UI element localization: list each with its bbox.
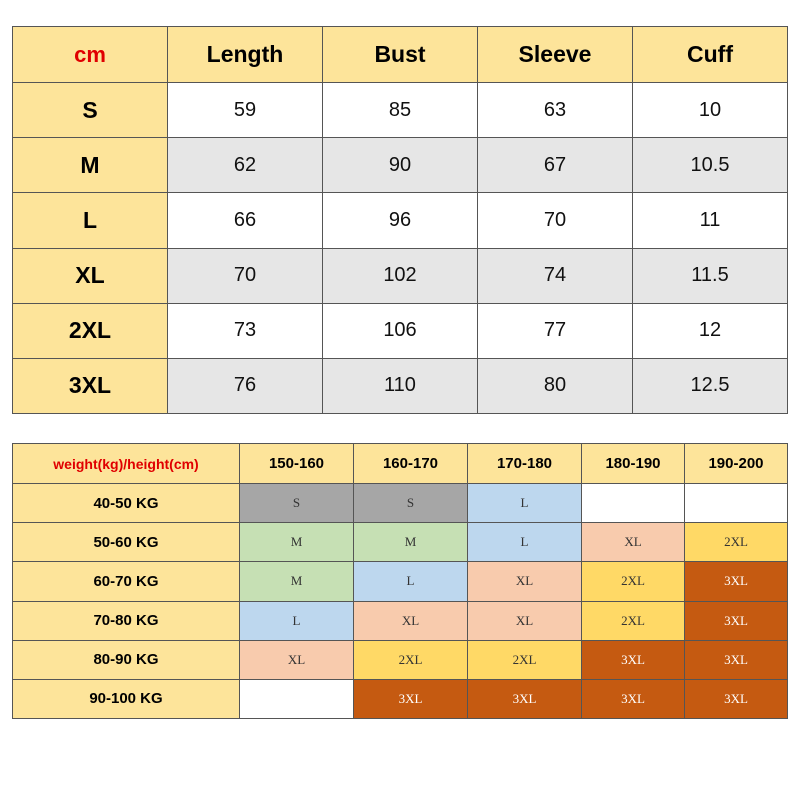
sleeve-value: 80 [478, 358, 633, 413]
weight-row-90-100 [13, 679, 788, 718]
size-chart-header-row [13, 27, 788, 83]
weight-row-70-80 [13, 601, 788, 640]
bust-value: 96 [323, 193, 478, 248]
recommended-size-cell [685, 484, 788, 523]
length-value: 73 [168, 303, 323, 358]
cuff-value: 10.5 [633, 138, 788, 193]
column-header-bust: Bust [323, 27, 478, 83]
size-row-m [13, 138, 788, 193]
size-label: M [13, 138, 168, 193]
weight-label: 80-90 KG [13, 640, 240, 679]
recommended-size-cell: M [240, 562, 354, 601]
recommended-size-cell: 3XL [582, 640, 685, 679]
weight-row-50-60 [13, 523, 788, 562]
recommended-size-cell: XL [468, 601, 582, 640]
length-value: 59 [168, 83, 323, 138]
recommended-size-cell: 2XL [685, 523, 788, 562]
column-header-cuff: Cuff [633, 27, 788, 83]
cuff-value: 11.5 [633, 248, 788, 303]
recommended-size-cell: S [240, 484, 354, 523]
cuff-value: 10 [633, 83, 788, 138]
recommended-size-cell: L [468, 523, 582, 562]
recommended-size-cell: 3XL [685, 601, 788, 640]
length-value: 76 [168, 358, 323, 413]
unit-label: cm [13, 27, 168, 83]
recommended-size-cell: 3XL [354, 679, 468, 718]
length-value: 66 [168, 193, 323, 248]
height-header-180-190: 180-190 [582, 444, 685, 484]
recommended-size-cell: S [354, 484, 468, 523]
cuff-value: 11 [633, 193, 788, 248]
size-row-s [13, 83, 788, 138]
column-header-sleeve: Sleeve [478, 27, 633, 83]
sleeve-value: 63 [478, 83, 633, 138]
recommended-size-cell [582, 484, 685, 523]
length-value: 70 [168, 248, 323, 303]
fit-chart-table [12, 443, 788, 719]
recommended-size-cell: 3XL [685, 640, 788, 679]
recommended-size-cell: 3XL [685, 679, 788, 718]
size-label: S [13, 83, 168, 138]
size-row-3xl [13, 358, 788, 413]
weight-label: 60-70 KG [13, 562, 240, 601]
size-label: 2XL [13, 303, 168, 358]
size-row-2xl [13, 303, 788, 358]
weight-label: 90-100 KG [13, 679, 240, 718]
recommended-size-cell: L [468, 484, 582, 523]
recommended-size-cell: 3XL [468, 679, 582, 718]
bust-value: 110 [323, 358, 478, 413]
length-value: 62 [168, 138, 323, 193]
size-label: 3XL [13, 358, 168, 413]
height-header-150-160: 150-160 [240, 444, 354, 484]
sleeve-value: 77 [478, 303, 633, 358]
height-header-160-170: 160-170 [354, 444, 468, 484]
recommended-size-cell: 3XL [582, 679, 685, 718]
bust-value: 102 [323, 248, 478, 303]
cuff-value: 12.5 [633, 358, 788, 413]
recommended-size-cell: 2XL [582, 562, 685, 601]
size-label: XL [13, 248, 168, 303]
recommended-size-cell: M [354, 523, 468, 562]
recommended-size-cell: L [354, 562, 468, 601]
weight-label: 70-80 KG [13, 601, 240, 640]
sleeve-value: 67 [478, 138, 633, 193]
recommended-size-cell: 2XL [354, 640, 468, 679]
size-label: L [13, 193, 168, 248]
fit-chart-header-row [13, 444, 788, 484]
recommended-size-cell: XL [582, 523, 685, 562]
recommended-size-cell: 2XL [468, 640, 582, 679]
recommended-size-cell: XL [468, 562, 582, 601]
height-header-170-180: 170-180 [468, 444, 582, 484]
recommended-size-cell: XL [354, 601, 468, 640]
bust-value: 85 [323, 83, 478, 138]
recommended-size-cell: 3XL [685, 562, 788, 601]
column-header-length: Length [168, 27, 323, 83]
sleeve-value: 70 [478, 193, 633, 248]
recommended-size-cell [240, 679, 354, 718]
cuff-value: 12 [633, 303, 788, 358]
weight-row-80-90 [13, 640, 788, 679]
weight-height-label: weight(kg)/height(cm) [13, 444, 240, 484]
size-row-xl [13, 248, 788, 303]
size-row-l [13, 193, 788, 248]
recommended-size-cell: XL [240, 640, 354, 679]
weight-label: 50-60 KG [13, 523, 240, 562]
height-header-190-200: 190-200 [685, 444, 788, 484]
recommended-size-cell: M [240, 523, 354, 562]
size-chart-table [12, 26, 788, 414]
bust-value: 106 [323, 303, 478, 358]
weight-row-60-70 [13, 562, 788, 601]
weight-label: 40-50 KG [13, 484, 240, 523]
weight-row-40-50 [13, 484, 788, 523]
bust-value: 90 [323, 138, 478, 193]
sleeve-value: 74 [478, 248, 633, 303]
recommended-size-cell: L [240, 601, 354, 640]
recommended-size-cell: 2XL [582, 601, 685, 640]
